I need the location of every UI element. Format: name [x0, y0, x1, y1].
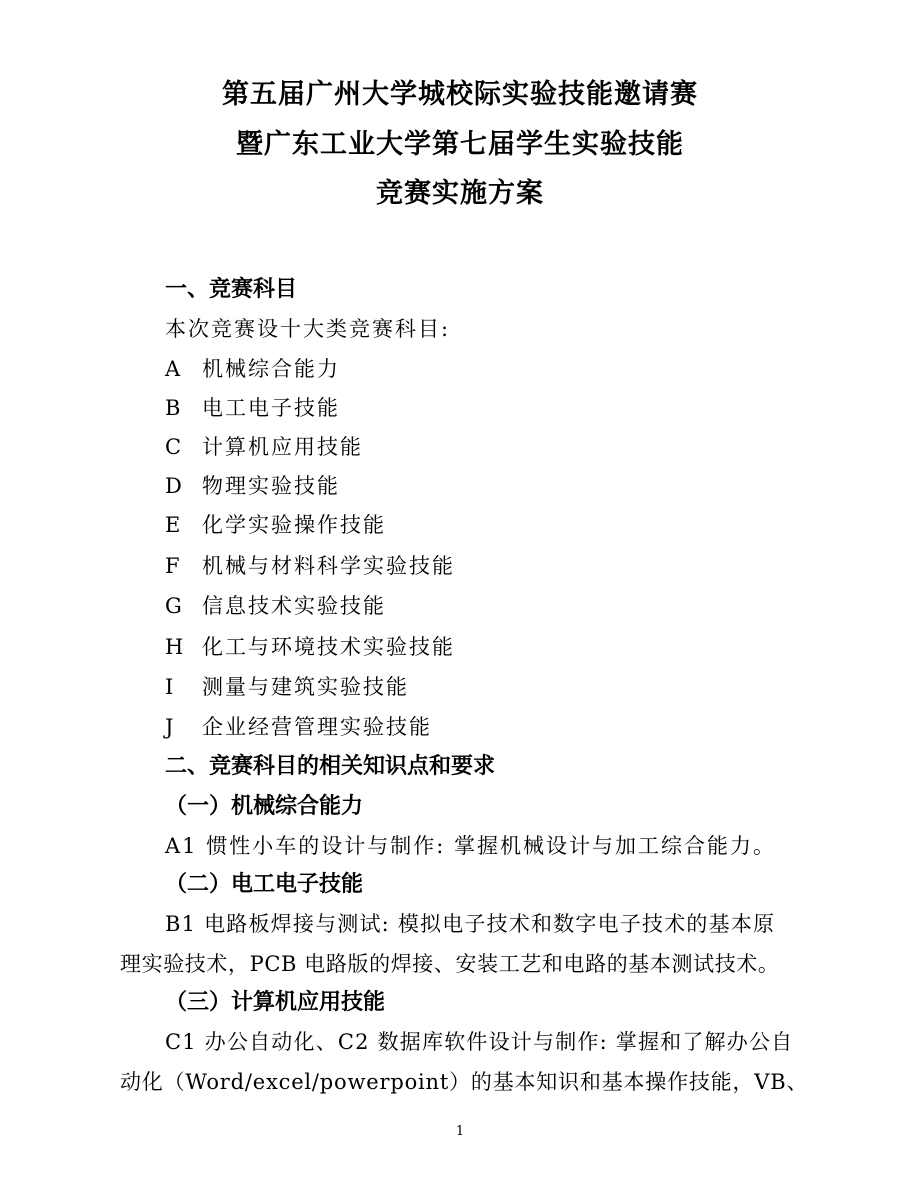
subject-text: 化学实验操作技能: [202, 513, 386, 537]
subsection-3-paragraph-line-1: C1 办公自动化、C2 数据库软件设计与制作: 掌握和了解办公自: [165, 1030, 794, 1054]
subject-text: 测量与建筑实验技能: [202, 675, 409, 699]
subject-item: [165, 471, 340, 501]
subject-letter: D: [165, 474, 184, 498]
subject-text: 电工电子技能: [202, 396, 340, 420]
subject-letter: H: [165, 635, 186, 659]
subject-item: [165, 712, 432, 742]
subsection-2-paragraph-line-1: B1 电路板焊接与测试: 模拟电子技术和数字电子技术的基本原: [165, 912, 776, 936]
section-2-heading: 二、竞赛科目的相关知识点和要求: [165, 754, 496, 779]
subject-text: 物理实验技能: [202, 474, 340, 498]
subject-item: [165, 672, 409, 702]
subject-text: 信息技术实验技能: [202, 594, 386, 618]
subject-text: 机械与材料科学实验技能: [202, 554, 455, 578]
subject-letter: F: [165, 554, 182, 578]
subject-text: 化工与环境技术实验技能: [202, 635, 455, 659]
subject-item: [165, 393, 340, 423]
subject-text: 企业经营管理实验技能: [202, 715, 432, 739]
subject-item: [165, 551, 455, 581]
title-line-2: 暨广东工业大学第七届学生实验技能: [236, 129, 684, 160]
page-number: 1: [455, 1124, 465, 1139]
subsection-2-paragraph-line-2: 理实验技术，PCB 电路版的焊接、安装工艺和电路的基本测试技术。: [120, 952, 780, 976]
title-line-3: 竞赛实施方案: [376, 178, 544, 209]
title-line-1: 第五届广州大学城校际实验技能邀请赛: [222, 79, 698, 110]
subject-letter: I: [165, 675, 176, 699]
subject-text: 机械综合能力: [202, 357, 340, 381]
subject-letter: B: [165, 396, 183, 420]
subject-letter: J: [165, 715, 176, 739]
subsection-3-paragraph-line-2: 动化（Word/excel/powerpoint）的基本知识和基本操作技能，VB、: [120, 1070, 809, 1094]
subject-letter: E: [165, 513, 183, 537]
subject-letter: G: [165, 594, 184, 618]
subsection-1-heading: （一）机械综合能力: [165, 794, 364, 819]
subject-item: [165, 510, 386, 540]
subject-item: [165, 632, 455, 662]
subject-item: [165, 432, 363, 462]
subject-letter: A: [165, 357, 183, 381]
subject-item: [165, 591, 386, 621]
subsection-2-heading: （二）电工电子技能: [165, 872, 364, 897]
subject-text: 计算机应用技能: [202, 435, 363, 459]
subject-item: [165, 354, 340, 384]
subsection-1-paragraph: A1 惯性小车的设计与制作: 掌握机械设计与加工综合能力。: [165, 834, 776, 858]
subsection-3-heading: （三）计算机应用技能: [165, 990, 386, 1015]
subject-letter: C: [165, 435, 184, 459]
section-1-intro: 本次竞赛设十大类竞赛科目:: [165, 317, 451, 341]
section-1-heading: 一、竞赛科目: [165, 277, 298, 302]
